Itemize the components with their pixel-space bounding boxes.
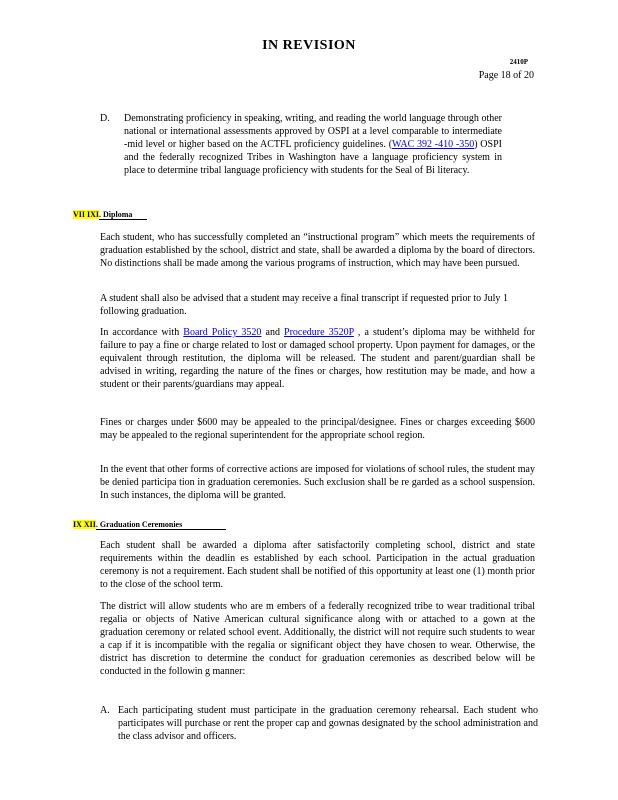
- graduation-section-number: IX XII: [73, 520, 96, 529]
- item-d-letter: D.: [100, 113, 110, 124]
- diploma-paragraph-3: In accordance with Board Policy 3520 and Procedure 3520P , a student’s diploma may be withheld for failure to pay a fine or charge related to lost or damaged school property. Upon payment for damages, or the equivalent through restitution, the diploma will be released. The student and parent/guardian shall be advised in writing, regarding the nature of the fines or charges, how restitution may be made, and how a student or their parents/guardians may appeal.: [100, 327, 535, 390]
- diploma-section-title: . Diploma: [99, 210, 147, 220]
- diploma-paragraph-5: In the event that other forms of corrective actions are imposed for violations of school rules, the student may be denied participa tion in graduation ceremonies. Such exclusion shall be re garded as a school suspension. In such instances, the diploma will be granted.: [100, 464, 535, 501]
- item-a: [100, 704, 538, 743]
- item-d-text: Demonstrating proficiency in speaking, writing, and reading the world language through other national or international assessments approved by OSPI at a level comparable to intermediate -mid level or higher based on the ACTFL proficiency guidelines. (WAC 392 -410 -350) OSPI and the federally recognized Tribes in Washington have a language proficiency system in place to determine tribal language proficiency with students for the Seal of Bi literacy.: [124, 113, 502, 176]
- policy-number: 2410P: [509, 58, 528, 66]
- diploma-paragraph-1: Each student, who has successfully completed an “instructional program” which meets the requirements of graduation established by the school, district and state, shall be awarded a diploma by the board of directors. No distinctions shall be made among the various programs of instruction, which may have been pursued.: [100, 232, 535, 269]
- procedure-link[interactable]: Procedure 3520P: [284, 327, 354, 338]
- diploma-paragraph-4: Fines or charges under $600 may be appealed to the principal/designee. Fines or charges exceeding $600 may be appealed to the regional superintendent for the appropriate school region.: [100, 417, 535, 441]
- item-a-text: Each participating student must participate in the graduation ceremony rehearsal. Each student who participates will purchase or rent the proper cap and gownas designated by the school administration and the class advisor and officers.: [118, 705, 538, 742]
- item-a-letter: A.: [100, 705, 110, 716]
- board-policy-link[interactable]: Board Policy 3520: [183, 327, 262, 338]
- graduation-paragraph-1: Each student shall be awarded a diploma after satisfactorily completing school, district and state requirements within the deadlin es established by each school. Participation in the actual graduation ceremony is not a requirement. Each student shall be notified of this opportunity at least one (1) month prior to the close of the school term.: [100, 540, 535, 590]
- revision-title: IN REVISION: [262, 38, 356, 53]
- diploma-section-number: VII IXI: [73, 210, 100, 219]
- diploma-paragraph-2: A student shall also be advised that a student may receive a final transcript if requested prior to July 1 following graduation.: [100, 293, 508, 317]
- page-number: Page 18 of 20: [478, 70, 534, 81]
- graduation-heading: [73, 520, 226, 530]
- item-d: [100, 112, 502, 177]
- graduation-paragraph-2: The district will allow students who are m embers of a federally recognized tribe to wear traditional tribal regalia or objects of Native American cultural significance along with or attached to a gown at the graduation ceremony or related school event. Additionally, the district will not require such students to wear a cap if it is incompatible with the regalia or significant object they have chosen to wear. Otherwise, the district has discretion to determine the conduct for graduation ceremonies as described below will be conducted in the followin g manner:: [100, 601, 535, 677]
- wac-link[interactable]: WAC 392 -410 -350: [392, 139, 475, 150]
- diploma-heading: [73, 210, 147, 220]
- graduation-section-title: . Graduation Ceremonies: [96, 520, 226, 530]
